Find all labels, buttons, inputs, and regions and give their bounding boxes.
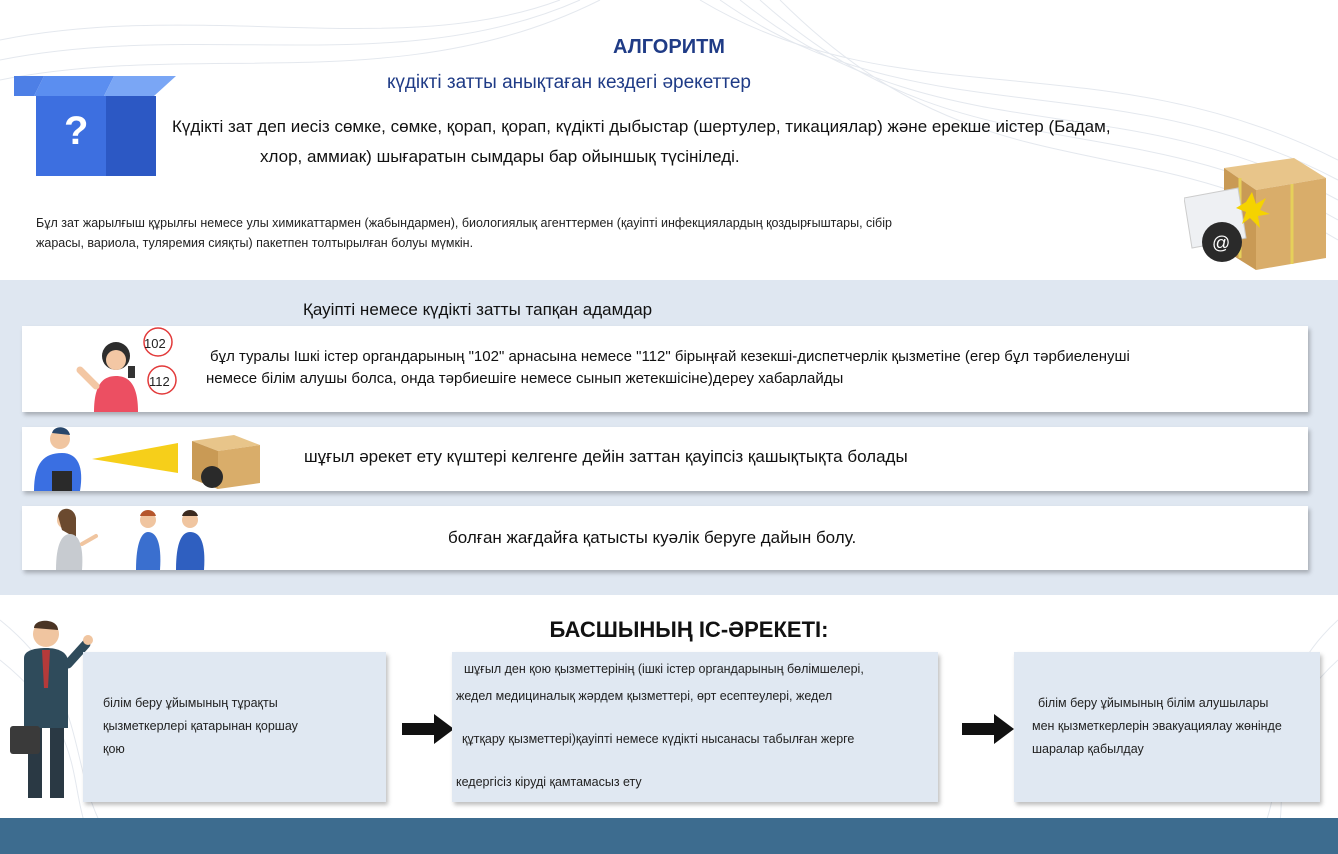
question-box-icon [14,76,176,176]
man-distance-icon [22,427,272,491]
finders-title: Қауіпті немесе күдікті затты тапқан адамдар [303,300,653,319]
report-text [206,346,1266,390]
witness-card [22,506,1308,570]
report-card [22,326,1308,412]
access-line-4: кедергісіз кіруді қамтамасыз ету [456,775,642,789]
arrow-right-icon [402,714,454,744]
definition-text [172,112,1242,172]
access-text [456,656,936,796]
definition-line-2: хлор, аммиак) шығаратын сымдары бар ойыншық түсініледі. [260,147,740,166]
woman-phone-icon [58,326,178,412]
access-line-3: құтқару қызметтері)қауіпті немесе күдікті нысанасы табылған жерге [462,732,855,746]
note-line-2: жарасы, вариола, туляремия сияқты) пакетпен толтырылған болуы мүмкін. [36,236,474,250]
note-line-1: Бұл зат жарылғыш құрылғы немесе улы химикаттармен (жабындармен), биологиялық агенттермен (қауіпті инфекциялардың қоздырғыштары, сібір [36,216,892,230]
leader-title: БАСШЫНЫҢ ІС-ӘРЕКЕТІ: [549,617,829,642]
action-box-cordon [83,652,386,802]
evacuation-text [1032,692,1302,761]
action-box-access [452,652,938,802]
definition-line-1: Күдікті зат деп иесіз сөмке, сөмке, қорап, қорап, күдікті дыбыстар (шертулер, тикациялар) және ерекше иістер (Бадам, [172,117,1111,136]
evacuation-line-2: мен қызметкерлерін эвакуациялау жөнінде [1032,719,1282,733]
access-line-2: жедел медициналық жәрдем қызметтері, өрт есептеулері, жедел [456,689,833,703]
witness-icon [42,508,222,570]
page-title: АЛГОРИТМ [613,36,725,58]
witness-text: болған жағдайға қатысты куәлік беруге дайын болу. [448,528,857,547]
svg-text:@: @ [1212,233,1231,253]
access-line-1: шұғыл ден қою қызметтерінің (ішкі істер органдарының бөлімшелері, [464,662,864,676]
badge-102 [144,328,172,356]
badge-112-label: 112 [149,374,170,389]
badge-102-label: 102 [144,336,166,351]
distance-text: шұғыл әрекет ету күштері келгенге дейін заттан қауіпсіз қашықтықта болады [304,447,908,466]
page-subtitle: күдікті затты анықтаған кездегі әрекеттер [387,72,751,93]
warning-note [36,213,1116,253]
distance-card [22,427,1308,491]
report-line-1: бұл туралы Ішкі істер органдарының "102" арнасына немесе "112" бірыңғай кезекші-диспетчерлік қызметіне (егер бұл тәрбиеленуші [210,348,1130,365]
badge-112 [148,366,176,394]
cordon-line-1: білім беру ұйымының тұрақты [103,696,278,710]
parcel-bomb-icon [1184,158,1326,270]
cordon-text [103,692,333,761]
evacuation-line-1: білім беру ұйымының білім алушылары [1038,696,1269,710]
cordon-line-2: қызметкерлері қатарынан қоршау [103,719,298,733]
cordon-line-3: қою [103,742,125,756]
report-line-2: немесе білім алушы болса, онда тәрбиешіге немесе сынып жетекшісіне)дереу хабарлайды [206,370,844,387]
arrow-right-icon-2 [962,714,1014,744]
footer-bar [0,818,1338,854]
svg-text:?: ? [64,109,89,153]
action-box-evacuation [1014,652,1320,802]
evacuation-line-3: шаралар қабылдау [1032,742,1144,756]
